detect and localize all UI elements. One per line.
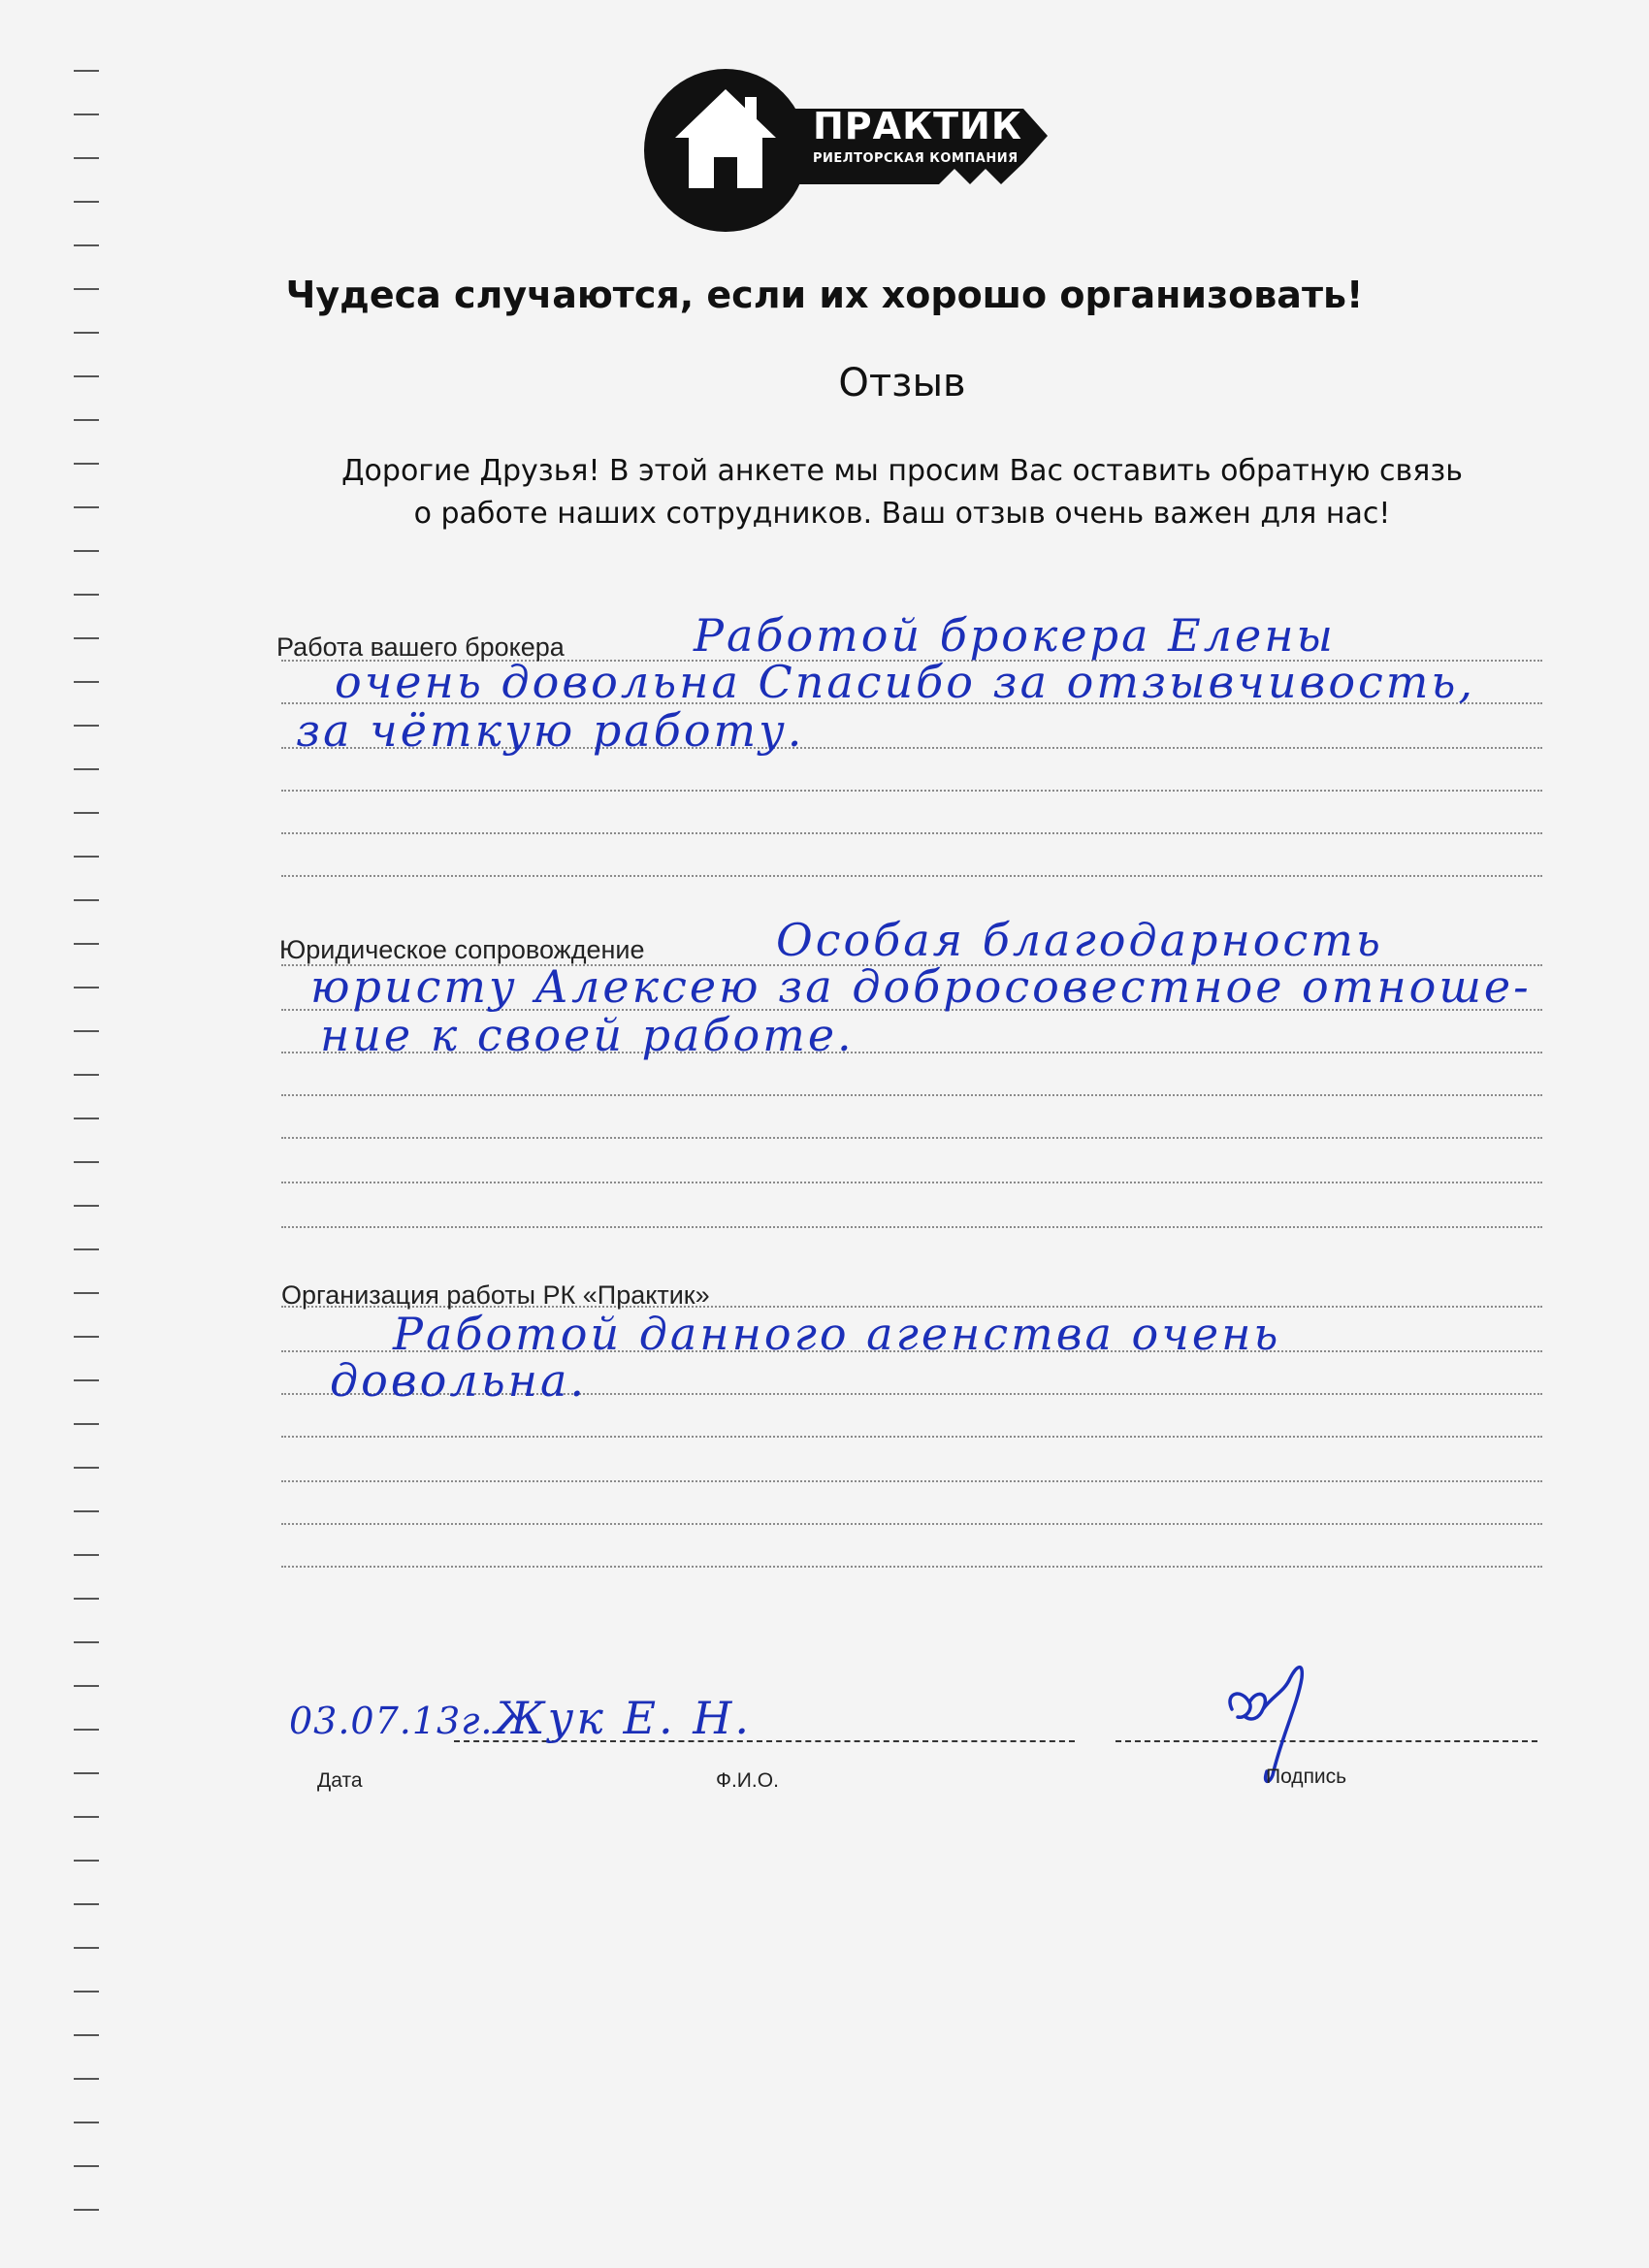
intro-text <box>262 450 1542 535</box>
handwritten-answer-line: довольна. <box>330 1354 587 1407</box>
handwritten-answer-line: Работой брокера Елены <box>694 609 1336 662</box>
key-house-icon <box>640 68 1057 233</box>
field-label: Работа вашего брокера <box>276 632 565 662</box>
full-name-value: Жук Е. Н. <box>495 1692 753 1744</box>
handwritten-answer-line: Особая благодарность <box>776 914 1383 966</box>
page-title: Отзыв <box>838 361 966 405</box>
slogan: Чудеса случаются, если их хорошо организовать! <box>285 274 1364 316</box>
field-label: Юридическое сопровождение <box>279 935 645 964</box>
intro-line-2: о работе наших сотрудников. Ваш отзыв очень важен для нас! <box>413 497 1391 531</box>
date-label: Дата <box>317 1769 363 1792</box>
handwritten-answer-line: юристу Алексею за добросовестное отноше- <box>310 960 1532 1013</box>
handwritten-answer-line: Работой данного агенства очень <box>393 1308 1281 1360</box>
field-label: Организация работы РК «Практик» <box>281 1280 710 1310</box>
date-value: 03.07.13г. <box>289 1700 494 1742</box>
handwritten-answer-line: за чёткую работу. <box>296 704 805 757</box>
handwritten-answer-line: ние к своей работе. <box>320 1009 855 1061</box>
logo-subtitle: РИЕЛТОРСКАЯ КОМПАНИЯ <box>813 151 1018 166</box>
company-logo <box>640 68 1057 233</box>
intro-line-1: Дорогие Друзья! В этой анкете мы просим Вас оставить обратную связь <box>341 454 1463 488</box>
signature-label: Подпись <box>1266 1766 1347 1788</box>
handwritten-answer-line: очень довольна Спасибо за отзывчивость, <box>335 656 1476 708</box>
logo-name: ПРАКТИК <box>813 105 1022 147</box>
full-name-label: Ф.И.О. <box>716 1769 779 1792</box>
